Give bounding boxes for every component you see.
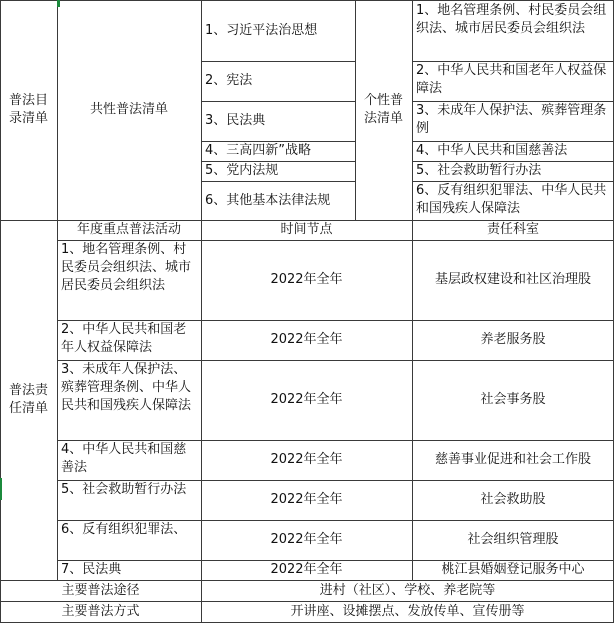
channels-label: 主要普法途径	[61, 582, 140, 598]
row-5-time: 2022年全年	[270, 492, 343, 507]
grid-line	[57, 240, 614, 241]
responsibility-section-label: 普法责任清单	[8, 383, 48, 416]
grid-line	[412, 161, 614, 162]
row-7-time: 2022年全年	[270, 562, 343, 577]
directory-section-label: 普法目录清单	[8, 93, 48, 126]
row-1-activity: 1、地名管理条例、村民委员会组织法、城市居民委员会组织法	[61, 242, 192, 293]
row-7-dept: 桃江县婚姻登记服务中心	[441, 562, 585, 577]
grid-line	[0, 580, 614, 581]
grid-line	[57, 560, 614, 561]
header-activity: 年度重点普法活动	[76, 222, 181, 237]
grid-line	[412, 61, 614, 62]
individual-item-5: 5、社会救助暂行办法	[416, 163, 542, 178]
grid-line	[57, 440, 614, 441]
row-4-time: 2022年全年	[270, 452, 343, 467]
grid-line	[412, 0, 413, 580]
common-item-5: 5、党内法规	[205, 163, 279, 178]
grid-line	[57, 520, 614, 521]
grid-line	[0, 622, 614, 623]
row-2-activity: 2、中华人民共和国老年人权益保障法	[61, 322, 187, 355]
grid-line	[355, 0, 356, 220]
grid-line	[412, 181, 614, 182]
common-item-3: 3、民法典	[205, 113, 266, 128]
row-3-time: 2022年全年	[270, 392, 343, 407]
individual-item-4: 4、中华人民共和国慈善法	[416, 143, 568, 158]
methods-label: 主要普法方式	[61, 603, 140, 619]
row-2-dept: 养老服务股	[480, 332, 546, 347]
grid-line	[57, 480, 614, 481]
individual-item-2: 2、中华人民共和国老年人权益保障法	[416, 63, 607, 96]
row-6-time: 2022年全年	[270, 532, 343, 547]
channels-value: 进村（社区）、学校、养老院等	[319, 582, 496, 598]
grid-line	[201, 0, 202, 623]
individual-item-3: 3、未成年人保护法、殡葬管理条例	[416, 103, 607, 136]
grid-line	[0, 0, 1, 623]
row-2-time: 2022年全年	[270, 332, 343, 347]
individual-item-1: 1、地名管理条例、村民委员会组织法、城市居民委员会组织法	[416, 3, 607, 36]
row-1-dept: 基层政权建设和社区治理股	[434, 272, 591, 287]
individual-item-6: 6、反有组织犯罪法、中华人民共和国残疾人保障法	[416, 183, 607, 216]
row-5-dept: 社会救助股	[480, 492, 546, 507]
grid-line	[201, 61, 355, 62]
grid-line	[57, 320, 614, 321]
common-item-4: 4、三高四新”战略	[205, 143, 312, 158]
grid-line	[201, 101, 355, 102]
methods-value: 开讲座、设摊摆点、发放传单、宣传册等	[290, 603, 525, 619]
grid-line	[412, 141, 614, 142]
row-6-dept: 社会组织管理股	[467, 532, 559, 547]
grid-line	[201, 161, 355, 162]
common-list-label: 共性普法清单	[89, 102, 168, 117]
grid-line	[0, 220, 614, 221]
header-dept: 责任科室	[486, 222, 539, 237]
row-3-dept: 社会事务股	[480, 392, 546, 407]
grid-line	[0, 0, 614, 1]
common-item-2: 2、宪法	[205, 73, 253, 88]
grid-line	[57, 360, 614, 361]
common-item-1: 1、习近平法治思想	[205, 22, 318, 38]
grid-line	[201, 141, 355, 142]
grid-line	[0, 601, 614, 602]
grid-line	[201, 181, 355, 182]
cell-selection-marker	[0, 478, 2, 500]
common-item-6: 6、其他基本法律法规	[205, 192, 331, 208]
grid-line	[57, 0, 58, 580]
row-1-time: 2022年全年	[270, 272, 343, 287]
header-time: 时间节点	[280, 222, 333, 237]
row-5-activity: 5、社会救助暂行办法	[61, 482, 187, 497]
row-6-activity: 6、反有组织犯罪法、	[61, 522, 187, 537]
row-7-activity: 7、民法典	[61, 562, 122, 577]
row-3-activity: 3、未成年人保护法、殡葬管理条例、中华人民共和国残疾人保障法	[61, 362, 192, 413]
row-4-dept: 慈善事业促进和社会工作股	[434, 452, 591, 467]
individual-list-label: 个性普法清单	[363, 93, 403, 126]
grid-line	[412, 101, 614, 102]
row-4-activity: 4、中华人民共和国慈善法	[61, 442, 187, 475]
cell-selection-marker	[57, 0, 60, 7]
